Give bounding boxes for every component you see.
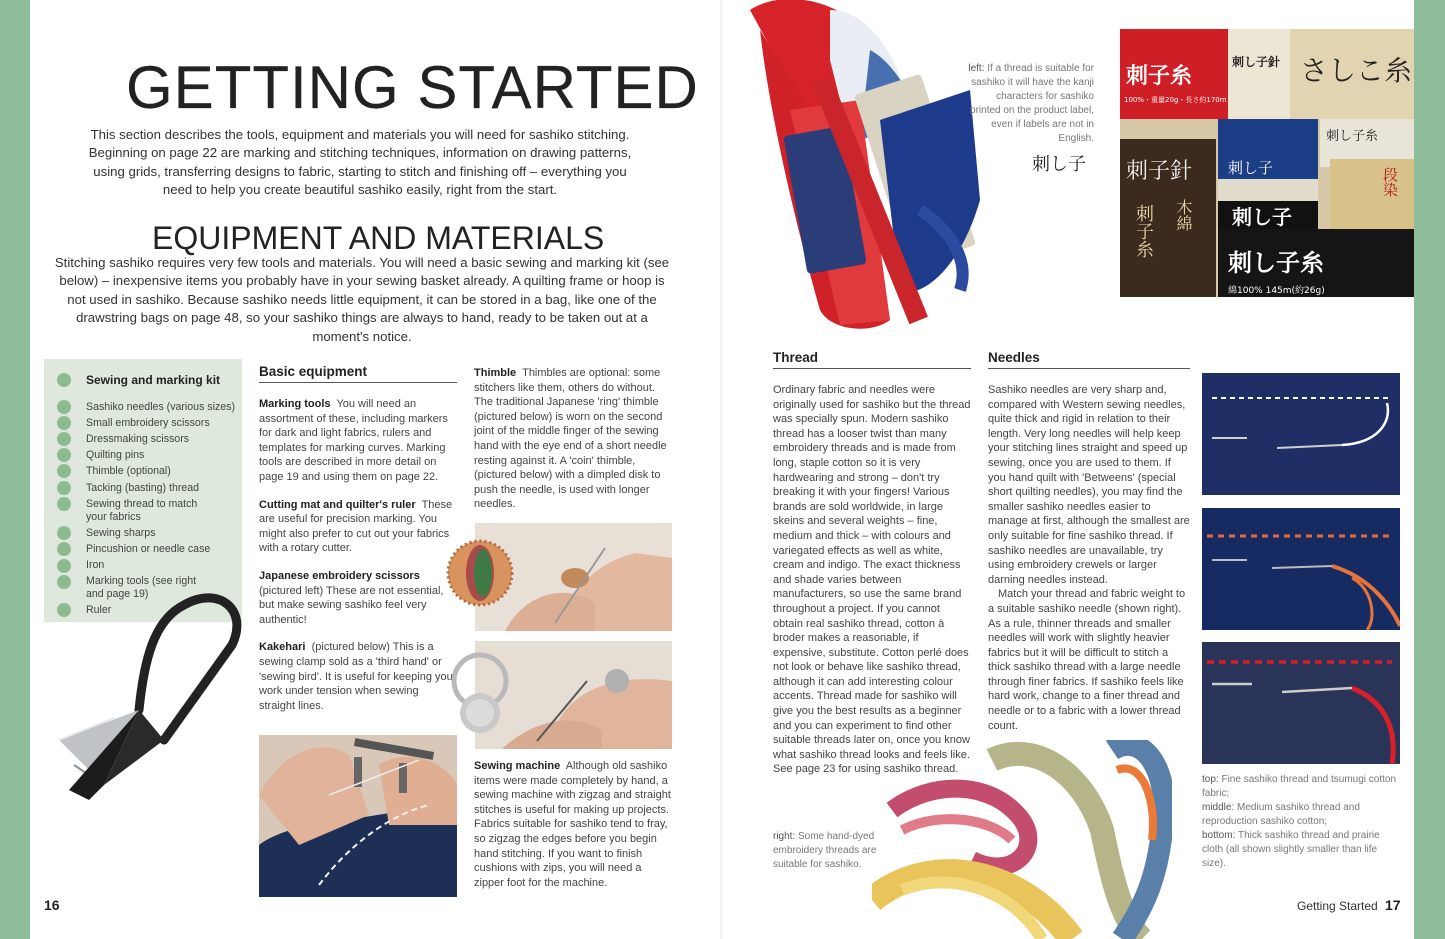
- label-text: 刺し子糸: [1228, 249, 1324, 277]
- medium-thread-swatch-photo: [1202, 508, 1400, 630]
- label-text: 刺し子: [1228, 159, 1274, 177]
- fine-thread-swatch-photo: [1202, 373, 1400, 495]
- sewing-machine-paragraph: Sewing machine Although old sashiko items were made completely by hand, a sewing machine with zigzag and straight stitches is useful for making up projects. Fabrics suitable for sashiko tend to fray, so zigzag the edges before you begin hand stitching. If you want to finish cushions with zips, you will need a zipper foot for the machine.: [474, 760, 671, 889]
- label-text: 刺し子糸: [1326, 129, 1379, 144]
- needle-caption: top: Fine sashiko thread and tsumugi cotton fabric; middle: Medium sashiko thread and reproduction sashiko cotton; bottom: Thick sashiko thread and prairie cloth (all shown slightly smaller than life size).: [1202, 774, 1397, 869]
- thimble-column: [474, 366, 672, 512]
- equipment-intro: Stitching sashiko requires very few tools and materials. You will need a basic sewing and marking kit (see below) – inexpensive items you probably have in your sewing basket already. A quilting frame or hoop is not used in sashiko. Because sashiko needs little equipment, it can be stored in a bag, like one of the drawstring bags on page 48, so your sashiko things are always to hand, ready to be taken out at a moment's notice.: [54, 255, 670, 344]
- label-text: 100%・重量20g・長さ約170m: [1124, 96, 1227, 104]
- right-page: [722, 0, 1414, 939]
- skein-caption: right: Some hand-dyed embroidery threads are suitable for sashiko.: [773, 831, 877, 870]
- scissors-paragraph: Japanese embroidery scissors (pictured left) These are not essential, but make sewing sashiko feel very authentic!: [259, 569, 444, 626]
- bullet-icon: [57, 481, 71, 495]
- bullet-icon: [57, 373, 71, 387]
- bullet-icon: [57, 559, 71, 573]
- bullet-icon: [57, 526, 71, 540]
- needles-paragraph-2: Match your thread and fabric weight to a suitable sashiko needle (shown right). As a rule, thinner threads and smaller needles will work with slightly heavier fabrics but it will be difficult to stitch a thick sashiko thread with a large needle through finer fabrics. If sashiko feels like hard work, change to a finer thread and needle or to a fabric with a lower thread count.: [988, 588, 1186, 732]
- label-text: 段染: [1381, 167, 1399, 197]
- bullet-icon: [57, 497, 71, 511]
- label-text: 刺子糸: [1126, 64, 1193, 89]
- bullet-icon: [57, 464, 71, 478]
- label-text: さしこ糸: [1300, 54, 1413, 87]
- hand-dyed-skeins-photo: [872, 740, 1172, 939]
- running-head: Getting Started: [1297, 899, 1378, 913]
- bullet-icon: [57, 575, 71, 589]
- sashiko-thread-skeins-photo: [740, 0, 980, 335]
- sewing-kit-box: Sewing and marking kit Sashiko needles (various sizes) Small embroidery scissors Dressmaking scissors Quilting pins Thimble (optional) Tacking (basting) thread Sewing thread to match your fabrics Sewing sharps Pincushion or needle case Iron Marking tools (see right and page 19) Ruler: [44, 359, 242, 622]
- thread-heading: Thread: [773, 350, 971, 369]
- thread-column: [773, 350, 971, 777]
- bullet-icon: [57, 448, 71, 462]
- kit-heading: Sewing and marking kit: [86, 373, 221, 387]
- bullet-icon: [57, 432, 71, 446]
- thread-labels-photo: [1120, 29, 1414, 297]
- label-text: 綿100% 145m(約26g): [1228, 286, 1325, 296]
- kakehari-photo: [259, 735, 457, 897]
- left-page: [30, 0, 722, 939]
- thick-thread-swatch-photo: [1202, 642, 1400, 764]
- page-title: GETTING STARTED: [126, 54, 699, 121]
- bullet-icon: [57, 416, 71, 430]
- label-text: 木綿: [1174, 199, 1193, 231]
- needles-heading: Needles: [988, 350, 1190, 369]
- thread-paragraph: Ordinary fabric and needles were originally used for sashiko but the thread was specially spun. Modern sashiko thread has a looser twist than many embroidery threads and is made from long, staple cotton so it is very hardwearing and strong – don't try breaking it with your fingers! Various brands are sold worldwide, in large skeins and several weights – fine, medium and thick – with colours and variegated effects as well as white, cream and indigo. The exact thickness and shade varies between manufacturers, so use the same brand throughout a project. If you cannot obtain real sashiko thread, cotton à broder makes a reasonable, if expensive, substitute. Cotton perlé does not look or behave like sashiko thread, although it can add interesting colour accents. Thread made for sashiko will give you the best results as a beginner and you can experiment to find other suitable threads later on, once you know what sashiko thread looks and feels like. See page 23 for using sashiko thread.: [773, 384, 971, 776]
- label-text: 刺子針: [1126, 159, 1193, 184]
- cutting-mat-paragraph: Cutting mat and quilter's ruler These are useful for precision marking. You might also prefer to cut out your fabrics with a rotary cutter.: [259, 498, 453, 555]
- marking-tools-paragraph: Marking tools You will need an assortment of these, including markers for dark and light fabrics, rulers and templates for marking curves. Marking tools are described in more detail on page 19 and using them on page 22.: [259, 398, 448, 483]
- thimble-paragraph: Thimble Thimbles are optional: some stitchers like them, others do without. The traditional Japanese 'ring' thimble (pictured below) is worn on the second joint of the middle finger of the sewing hand with the eye end of a short needle resting against it. A 'coin' thimble, (pictured below) with a dimpled disk to push the needle, is used with longer needles.: [474, 367, 667, 511]
- bullet-icon: [57, 400, 71, 414]
- gutter-shadow: [720, 0, 724, 939]
- label-caption: left: If a thread is suitable for sashiko it will have the kanji characters for sashiko printed on the product label, even if labels are not in English.: [968, 63, 1094, 144]
- ring-thimble-photo: [445, 523, 672, 631]
- kanji-sashiko: 刺し子: [1032, 154, 1086, 175]
- section-title: EQUIPMENT AND MATERIALS: [152, 220, 605, 256]
- embroidery-scissors-photo: [44, 590, 249, 810]
- coin-thimble-photo: [442, 641, 672, 749]
- page-number: 16: [44, 897, 60, 913]
- intro-paragraph: This section describes the tools, equipment and materials you will need for sashiko stitching. Beginning on page 22 are marking and stitching techniques, information on drawing patterns, using grids, transferring designs to fabric, starting to stitch and finishing off – everything you need to help you create beautiful sashiko easily, right from the start.: [88, 127, 632, 198]
- bullet-icon: [57, 542, 71, 556]
- kakehari-paragraph: Kakehari (pictured below) This is a sewing clamp sold as a 'third hand' or 'sewing bird'. It is useful for keeping your work under tension when sewing straight lines.: [259, 641, 457, 712]
- needles-column: [988, 350, 1190, 733]
- sewing-machine-column: [474, 759, 672, 890]
- basic-equipment-heading: Basic equipment: [259, 364, 457, 383]
- needles-paragraph-1: Sashiko needles are very sharp and, compared with Western sewing needles, quite thick and rigid in relation to their length. Very long needles will help keep your stitching lines straight and speed up sewing, once you are used to them. If you hand quilt with 'Betweens' (special short quilting needles), you may find the smaller sashiko needles easier to manage at first, although the smallest are only suitable for fine sashiko thread. If sashiko needles are unavailable, try using embroidery crewels or larger darning needles instead.: [988, 384, 1190, 586]
- basic-equipment-column: [259, 364, 457, 713]
- page-number: 17: [1385, 897, 1401, 913]
- label-text: 刺子糸: [1133, 204, 1154, 258]
- label-text: 刺し子針: [1232, 55, 1281, 69]
- label-text: 刺し子: [1232, 205, 1292, 229]
